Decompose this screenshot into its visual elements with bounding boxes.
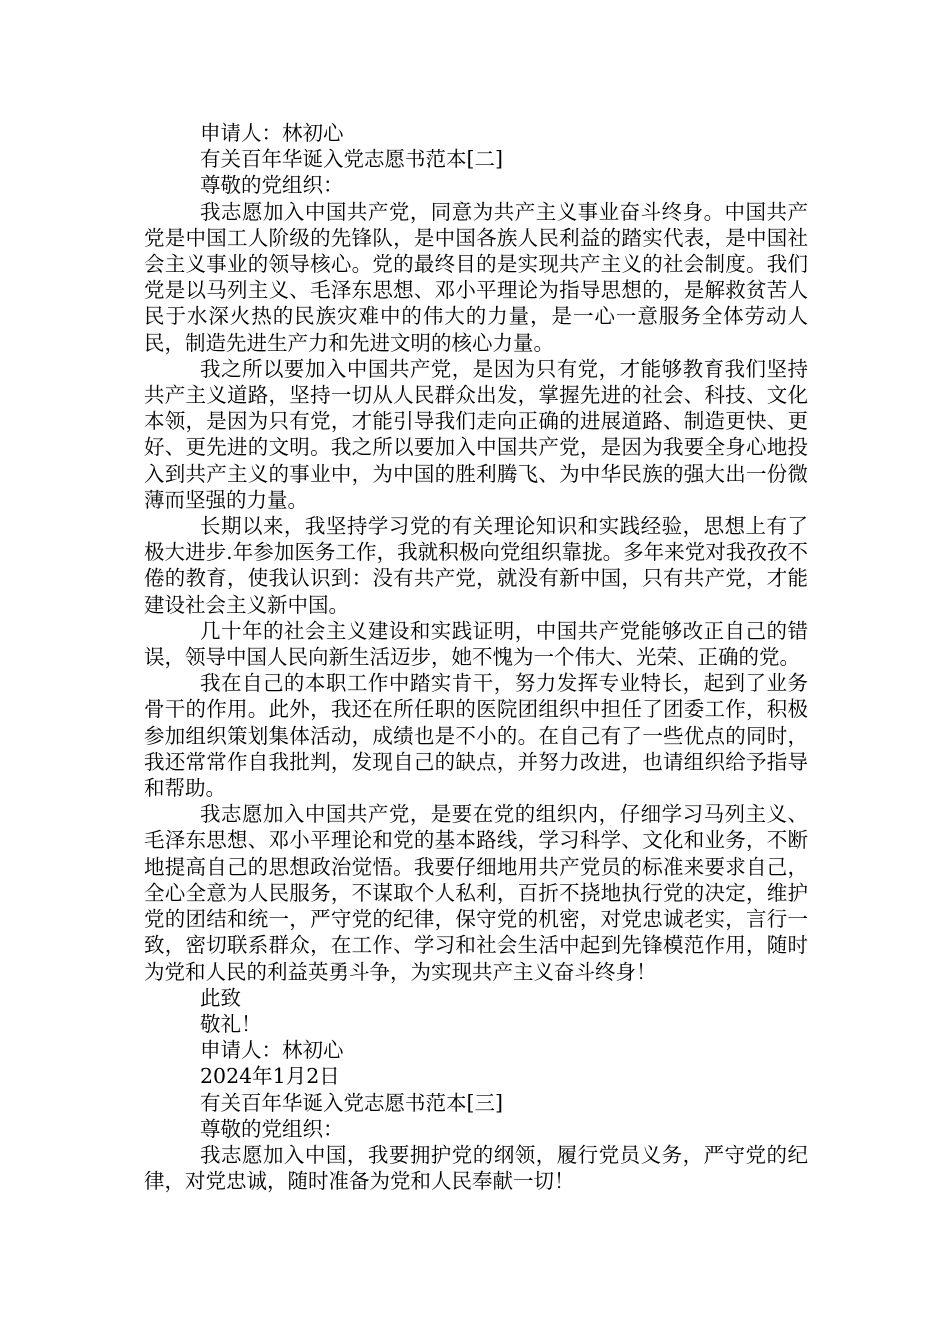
paragraph: 我志愿加入中国共产党，同意为共产主义事业奋斗终身。中国共产党是中国工人阶级的先锋队，是中国各族人民利益的踏实代表，是中国社会主义事业的领导核心。党的最终目的是实现共产主义的社会制度。我们党是以马列主义、毛泽东思想、邓小平理论为指导思想的，是解救贫苦人民于水深火热的民族灾难中的伟大的力量，是一心一意服务全体劳动人民，制造先进生产力和先进文明的核心力量。	[144, 199, 808, 355]
paragraph: 我之所以要加入中国共产党，是因为只有党，才能够教育我们坚持共产主义道路，坚持一切从人民群众出发，掌握先进的社会、科技、文化本领，是因为只有党，才能引导我们走向正确的进展道路、制造更快、更好、更先进的文明。我之所以要加入中国共产党，是因为我要全身心地投入到共产主义的事业中，为中国的胜利腾飞、为中华民族的强大出一份微薄而坚强的力量。	[144, 356, 808, 512]
document-body	[144, 120, 808, 1194]
paragraph: 长期以来，我坚持学习党的有关理论知识和实践经验，思想上有了极大进步.年参加医务工作，我就积极向党组织靠拢。多年来党对我孜孜不倦的教育，使我认识到：没有共产党，就没有新中国，只有共产党，才能建设社会主义新中国。	[144, 514, 808, 617]
paragraph: 我志愿加入中国共产党，是要在党的组织内，仔细学习马列主义、毛泽东思想、邓小平理论和党的基本路线，学习科学、文化和业务，不断地提高自己的思想政治觉悟。我要仔细地用共产党员的标准来要求自己，全心全意为人民服务，不谋取个人私利，百折不挠地执行党的决定，维护党的团结和统一，严守党的纪律，保守党的机密，对党忠诚老实，言行一致，密切联系群众，在工作、学习和社会生活中起到先锋模范作用，随时为党和人民的利益英勇斗争，为实现共产主义奋斗终身！	[144, 802, 808, 984]
paragraph: 几十年的社会主义建设和实践证明，中国共产党能够改正自己的错误，领导中国人民向新生活迈步，她不愧为一个伟大、光荣、正确的党。	[144, 618, 808, 670]
section-title-3: 有关百年华诞入党志愿书范本[三]	[200, 1090, 503, 1115]
paragraph: 我志愿加入中国，我要拥护党的纲领，履行党员义务，严守党的纪律，对党忠诚，随时准备为党和人民奉献一切！	[144, 1142, 808, 1194]
section-title-2: 有关百年华诞入党志愿书范本[二]	[200, 147, 503, 172]
salutation-3: 尊敬的党组织：	[200, 1116, 344, 1141]
paragraph: 我在自己的本职工作中踏实肯干，努力发挥专业特长，起到了业务骨干的作用。此外，我还在所任职的医院团组织中担任了团委工作，积极参加组织策划集体活动，成绩也是不小的。在自己有了一些优点的同时，我还常常作自我批判，发现自己的缺点，并努力改进，也请组织给予指导和帮助。	[144, 671, 808, 801]
signature-date: 2024年1月2日	[200, 1064, 340, 1089]
closing-salute-2: 敬礼！	[200, 1011, 262, 1036]
salutation-2: 尊敬的党组织：	[200, 173, 344, 198]
closing-salute-1: 此致	[200, 985, 241, 1010]
applicant-signature-2: 申请人：林初心	[200, 1038, 344, 1063]
applicant-signature-1: 申请人：林初心	[200, 121, 344, 145]
